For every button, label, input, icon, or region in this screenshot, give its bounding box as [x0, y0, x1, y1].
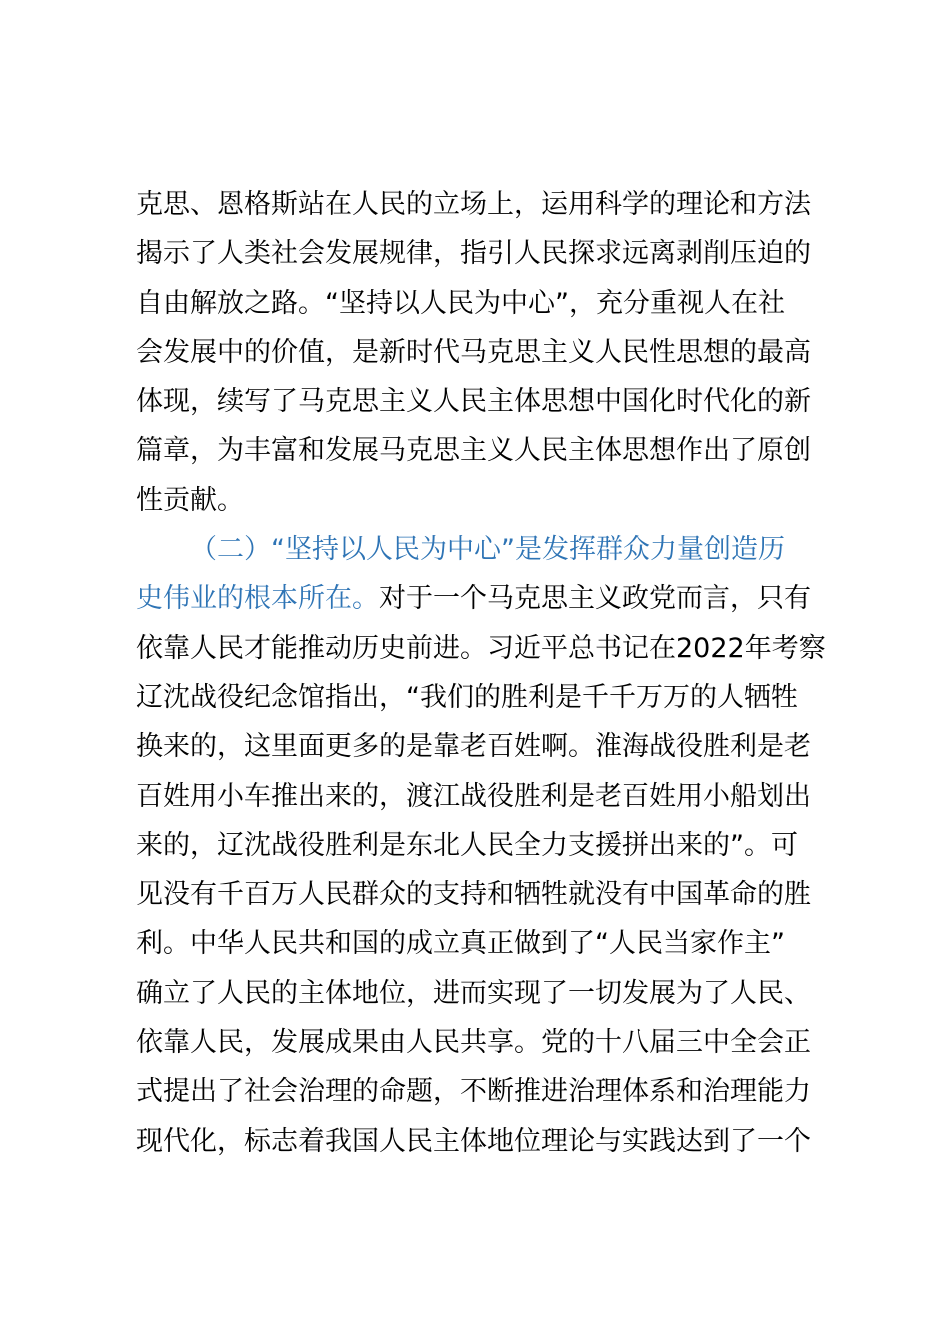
- paragraph-2-line-10: 确立了人民的主体地位，进而实现了一切发展为了人民、: [136, 977, 811, 1009]
- body-text: [136, 180, 836, 1166]
- paragraph-1-line-4: 会发展中的价值，是新时代马克思主义人民性思想的最高: [136, 336, 811, 368]
- paragraph-2-line-7: 来的，辽沈战役胜利是东北人民全力支援拼出来的”。可: [136, 829, 798, 861]
- paragraph-1-line-5: 体现，续写了马克思主义人民主体思想中国化时代化的新: [136, 386, 811, 418]
- paragraph-2-line-8: 见没有千百万人民群众的支持和牺牲就没有中国革命的胜: [136, 879, 811, 911]
- paragraph-1-line-1: 克思、恩格斯站在人民的立场上，运用科学的理论和方法: [136, 189, 811, 220]
- paragraph-2-line-9: 利。中华人民共和国的成立真正做到了“人民当家作主”: [136, 928, 785, 960]
- paragraph-1-line-3: 自由解放之路。“坚持以人民为中心”，充分重视人在社: [136, 287, 785, 319]
- section-heading-line-1: （二）“坚持以人民为中心”是发挥群众力量创造历: [190, 534, 785, 566]
- paragraph-2-line-13: 现代化，标志着我国人民主体地位理论与实践达到了一个: [136, 1125, 811, 1157]
- paragraph-2-line-3: 依靠人民才能推动历史前进。习近平总书记在2022年考察: [136, 632, 826, 664]
- paragraph-1-line-7: 性贡献。: [136, 484, 244, 516]
- paragraph-1-line-2: 揭示了人类社会发展规律，指引人民探求远离剥削压迫的: [136, 238, 811, 270]
- paragraph-2-line-4: 辽沈战役纪念馆指出，“我们的胜利是千千万万的人牺牲: [136, 681, 798, 713]
- paragraph-1-line-6: 篇章，为丰富和发展马克思主义人民主体思想作出了原创: [136, 435, 811, 467]
- paragraph-2-line-2-rest: 对于一个马克思主义政党而言，只有: [379, 583, 811, 615]
- paragraph-2-line-11: 依靠人民，发展成果由人民共享。党的十八届三中全会正: [136, 1027, 811, 1059]
- paragraph-2-line-2: [136, 574, 836, 623]
- section-heading-line-2: 史伟业的根本所在。: [136, 583, 379, 615]
- paragraph-2-line-12: 式提出了社会治理的命题，不断推进治理体系和治理能力: [136, 1076, 811, 1108]
- paragraph-2-line-5: 换来的，这里面更多的是靠老百姓啊。淮海战役胜利是老: [136, 731, 811, 763]
- paragraph-2-line-6: 百姓用小车推出来的，渡江战役胜利是老百姓用小船划出: [136, 780, 811, 812]
